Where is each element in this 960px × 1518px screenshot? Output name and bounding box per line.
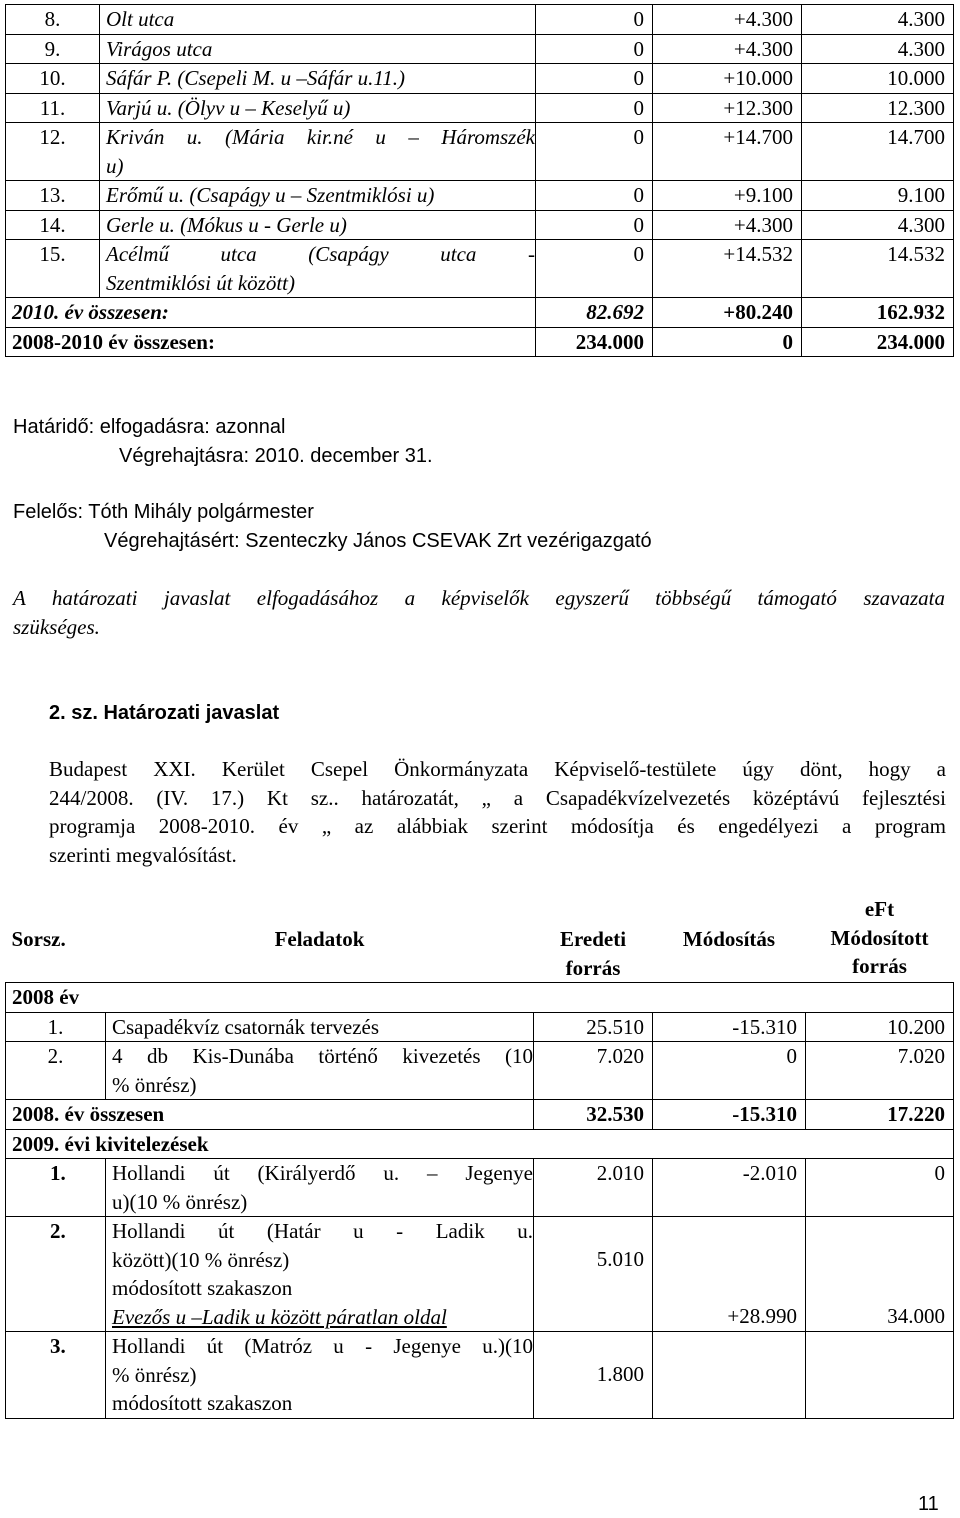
executor-line: Végrehajtásért: Szenteczky János CSEVAK Zrt vezérigazgató bbox=[104, 530, 652, 552]
total-row-2008: 2008. év összesen 32.530 -15.310 17.220 bbox=[6, 1100, 954, 1130]
decision-line1: Budapest XXI. Kerület Csepel Önkormányzata Képviselő-testülete úgy dönt, hogy a bbox=[49, 757, 946, 781]
table-row: 11. Varjú u. (Ölyv u – Keselyű u) 0 +12.300 12.300 bbox=[6, 93, 954, 123]
road-list-table bbox=[5, 4, 954, 357]
table-row: 9. Virágos utca 0 +4.300 4.300 bbox=[6, 34, 954, 64]
section-title: 2. sz. Határozati javaslat bbox=[49, 702, 280, 724]
decision-line2: 244/2008. (IV. 17.) Kt sz.. határozatát, „ a Csapadékvízelvezetés középtávú fejlesztési bbox=[49, 786, 946, 810]
responsible-line: Felelős: Tóth Mihály polgármester bbox=[13, 501, 314, 523]
table-row: 12. Kriván u. (Mária kir.né u – Háromszék u) 0 +14.700 14.700 bbox=[6, 123, 954, 181]
approval-note-line1: A határozati javaslat elfogadásához a képviselők egyszerű többségű támogató szavazata bbox=[13, 586, 945, 610]
decision-line3: programja 2008-2010. év „ az alábbiak szerint módosítja és engedélyezi a program bbox=[49, 814, 946, 838]
table-row: 8. Olt utca 0 +4.300 4.300 bbox=[6, 5, 954, 35]
table-row: 15. Acélmű utca (Csapágy utca - Szentmiklósi út között) 0 +14.532 14.532 bbox=[6, 240, 954, 298]
approval-note-line2: szükséges. bbox=[13, 615, 100, 639]
table-row: 2. Hollandi út (Határ u - Ladik u. között)(10 % önrész) módosított szakaszon Evezős u –Ladik u között páratlan oldal 5.010 +28.990 34.000 bbox=[6, 1217, 954, 1332]
table-row: 10. Sáfár P. (Csepeli M. u –Sáfár u.11.) 0 +10.000 10.000 bbox=[6, 64, 954, 94]
table-row: 14. Gerle u. (Mókus u - Gerle u) 0 +4.300 4.300 bbox=[6, 210, 954, 240]
year-row-2008: 2008 év bbox=[6, 983, 954, 1013]
unit-label: eFt bbox=[864, 897, 895, 921]
table-header-row: Sorsz. Feladatok Eredeti forrás Módosítás eFt Módosított forrás bbox=[6, 895, 954, 983]
table-row: 3. Hollandi út (Matróz u - Jegenye u.)(10 % önrész) módosított szakaszon 1.800 bbox=[6, 1332, 954, 1419]
table-row-total-all: 2008-2010 év összesen: 234.000 0 234.000 bbox=[6, 327, 954, 357]
budget-table bbox=[5, 895, 954, 1419]
year-row-2009: 2009. évi kivitelezések bbox=[6, 1129, 954, 1159]
decision-line4: szerinti megvalósítást. bbox=[49, 843, 237, 867]
table-row: 1. Csapadékvíz csatornák tervezés 25.510 -15.310 10.200 bbox=[6, 1012, 954, 1042]
table-row: 2. 4 db Kis-Dunába történő kivezetés (10 % önrész) 7.020 0 7.020 bbox=[6, 1042, 954, 1100]
table-row: 1. Hollandi út (Királyerdő u. – Jegenye u)(10 % önrész) 2.010 -2.010 0 bbox=[6, 1159, 954, 1217]
execution-deadline-line: Végrehajtásra: 2010. december 31. bbox=[119, 445, 433, 467]
table-row: 13. Erőmű u. (Csapágy u – Szentmiklósi u) 0 +9.100 9.100 bbox=[6, 181, 954, 211]
table-row-total-2010: 2010. év összesen: 82.692 +80.240 162.932 bbox=[6, 298, 954, 328]
page-number: 11 bbox=[918, 1493, 939, 1515]
deadline-line: Határidő: elfogadásra: azonnal bbox=[13, 416, 286, 438]
